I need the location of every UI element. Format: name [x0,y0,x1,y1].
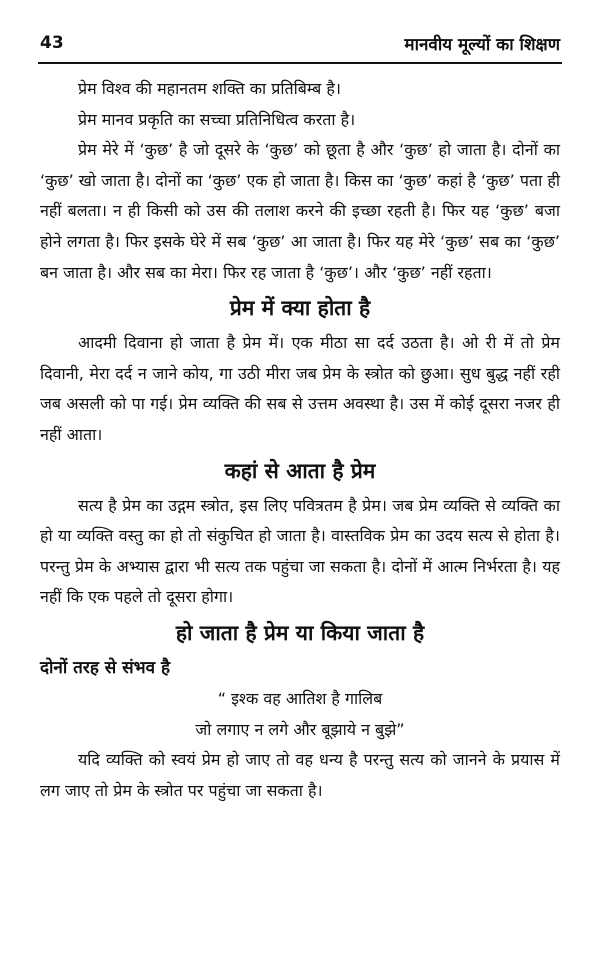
intro-paragraph-3: प्रेम मेरे में ‘कुछ’ है जो दूसरे के ‘कुछ’ को छूता है और ‘कुछ’ हो जाता है। दोनों का ‘कुछ’ खो जाता है। दोनों का ‘कुछ’ एक हो जाता है। किस का ‘कुछ’ कहां है ‘कुछ’ पता ही नहीं बलता। न ही किसी को उस की तलाश करने की इच्छा रहती है। फिर यह ‘कुछ’ बजा होने लगता है। फिर इसके घेरे में सब ‘कुछ’ आ जाता है। फिर यह मेरे ‘कुछ’ सब का ‘कुछ’ बन जाता है। और सब का मेरा। फिर रह जाता है ‘कुछ’। और ‘कुछ’ नहीं रहता। [40,140,560,282]
page-header [40,26,560,60]
running-title: मानवीय मूल्यों का शिक्षण [404,34,560,55]
verse-line-2: जो लगाए न लगे और बूझाये न बुझे” [195,719,405,739]
section2-paragraph: सत्य है प्रेम का उद्गम स्त्रोत, इस लिए पवित्रतम है प्रेम। जब प्रेम व्यक्ति से व्यक्ति का हो या व्यक्ति वस्तु का हो तो संकुचित हो जाता है। वास्तविक प्रेम का उदय सत्य से होता है। परन्तु प्रेम के अभ्यास द्वारा भी सत्य तक पहुंचा जा सकता है। दोनों में आत्म निर्भरता है। यह नहीं कि एक पहले तो दूसरा होगा। [40,495,560,607]
section1-paragraph: आदमी दिवाना हो जाता है प्रेम में। एक मीठा सा दर्द उठता है। ओ री में तो प्रेम दिवानी, मेरा दर्द न जाने कोय, गा उठी मीरा जब प्रेम के स्त्रोत को छुआ। सुध बुद्ध नहीं रही जब असली को पा गई। प्रेम व्यक्ति की सब से उत्तम अवस्था है। उस में कोई दूसरा नजर ही नहीं आता। [40,333,560,444]
header-rule [38,62,562,64]
subheading-both-possible: दोनों तरह से संभव है [40,657,171,678]
page-body [40,74,560,951]
section3-paragraph: यदि व्यक्ति को स्वयं प्रेम हो जाए तो वह धन्य है परन्तु सत्य को जानने के प्रयास में लग जाए तो प्रेम के स्त्रोत पर पहुंचा जा सकता है। [40,749,560,800]
intro-paragraph-2: प्रेम मानव प्रकृति का सच्चा प्रतिनिधित्व करता है। [78,109,356,129]
verse-line-1: “ इश्क वह आतिश है गालिब [217,688,383,708]
intro-paragraph-1: प्रेम विश्व की महानतम शक्ति का प्रतिबिम्ब है। [78,79,341,98]
section-heading-happens-or-done: हो जाता है प्रेम या किया जाता है [175,620,425,645]
section-heading-what-happens: प्रेम में क्या होता है [229,296,371,321]
page-number: 43 [40,33,64,53]
section-heading-where-from: कहां से आता है प्रेम [224,458,376,483]
